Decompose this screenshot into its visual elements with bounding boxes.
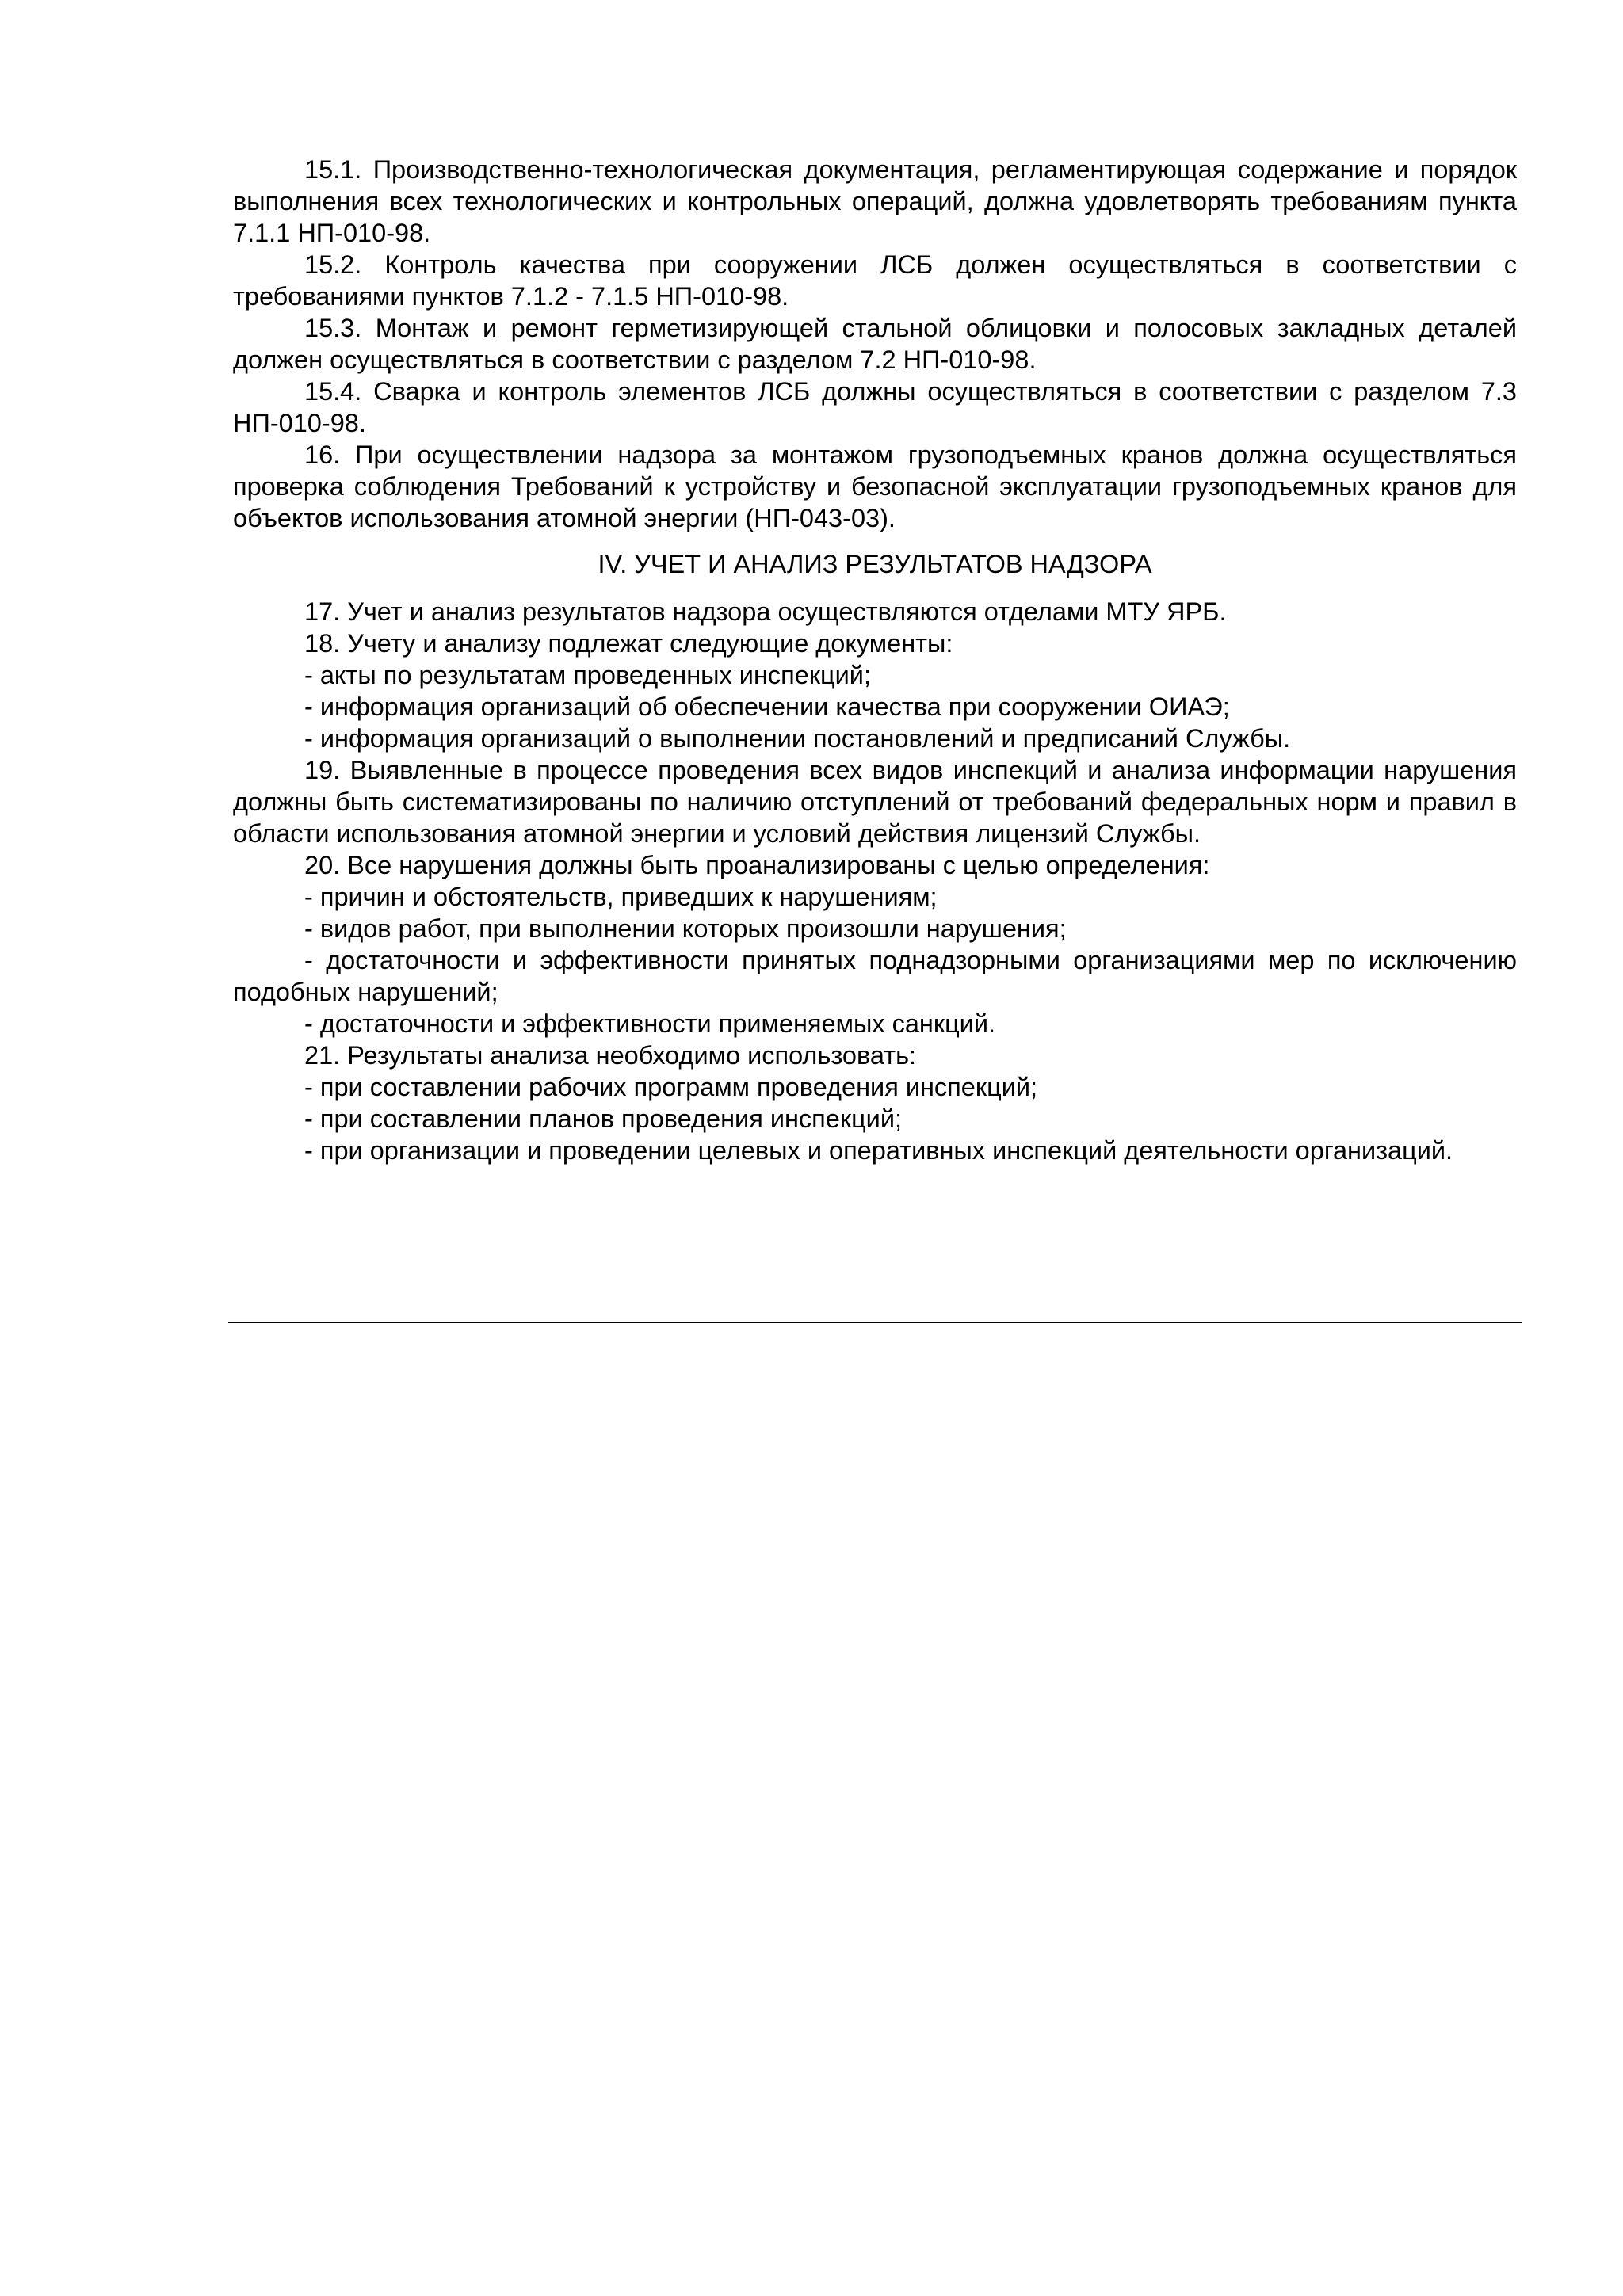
paragraph-16: 16. При осуществлении надзора за монтажом грузоподъемных кранов должна осуществляться проверка соблюдения Требований к устройству и безопасной эксплуатации грузоподъемных кранов для объектов использования атомной энергии (НП-043-03). — [233, 441, 1517, 532]
paragraph-21: 21. Результаты анализа необходимо использовать: — [304, 1041, 917, 1070]
list-item-20-2: - видов работ, при выполнении которых произошли нарушения; — [304, 914, 1067, 943]
list-item-21-1: - при составлении рабочих программ проведения инспекций; — [304, 1073, 1038, 1101]
paragraph-17: 17. Учет и анализ результатов надзора осуществляются отделами МТУ ЯРБ. — [304, 597, 1227, 626]
footnote-separator-line — [228, 1322, 1522, 1323]
paragraph-20: 20. Все нарушения должны быть проанализированы с целью определения: — [304, 851, 1210, 879]
list-item-21-2: - при составлении планов проведения инспекций; — [304, 1104, 903, 1133]
paragraph-15-4: 15.4. Сварка и контроль элементов ЛСБ должны осуществляться в соответствии с разделом 7.3 НП-010-98. — [233, 377, 1517, 437]
paragraph-15-1: 15.1. Производственно-технологическая документация, регламентирующая содержание и порядок выполнения всех технологических и контрольных операций, должна удовлетворять требованиям пункта 7.1.1 НП-010-98. — [233, 155, 1517, 247]
list-item-20-3: - достаточности и эффективности принятых поднадзорными организациями мер по исключению подобных нарушений; — [233, 946, 1517, 1006]
list-item-21-3: - при организации и проведении целевых и оперативных инспекций деятельности организаций. — [304, 1136, 1453, 1165]
list-item-18-2: - информация организаций об обеспечении качества при сооружении ОИАЭ; — [304, 692, 1230, 721]
list-item-18-1: - акты по результатам проведенных инспекций; — [304, 661, 871, 689]
list-item-20-4: - достаточности и эффективности применяемых санкций. — [304, 1009, 996, 1038]
list-item-20-1: - причин и обстоятельств, приведших к нарушениям; — [304, 883, 938, 911]
section-heading: IV. УЧЕТ И АНАЛИЗ РЕЗУЛЬТАТОВ НАДЗОРА — [598, 550, 1152, 578]
paragraph-15-3: 15.3. Монтаж и ремонт герметизирующей стальной облицовки и полосовых закладных деталей должен осуществляться в соответствии с разделом 7.2 НП-010-98. — [233, 314, 1517, 374]
paragraph-18: 18. Учету и анализу подлежат следующие документы: — [304, 629, 953, 658]
document-body — [233, 154, 1517, 1166]
paragraph-15-2: 15.2. Контроль качества при сооружении ЛСБ должен осуществляться в соответствии с требованиями пунктов 7.1.2 - 7.1.5 НП-010-98. — [233, 250, 1517, 311]
list-item-18-3: - информация организаций о выполнении постановлений и предписаний Службы. — [304, 724, 1291, 753]
paragraph-19: 19. Выявленные в процессе проведения всех видов инспекций и анализа информации нарушения должны быть систематизированы по наличию отступлений от требований федеральных норм и правил в области использования атомной энергии и условий действия лицензий Службы. — [233, 756, 1517, 848]
